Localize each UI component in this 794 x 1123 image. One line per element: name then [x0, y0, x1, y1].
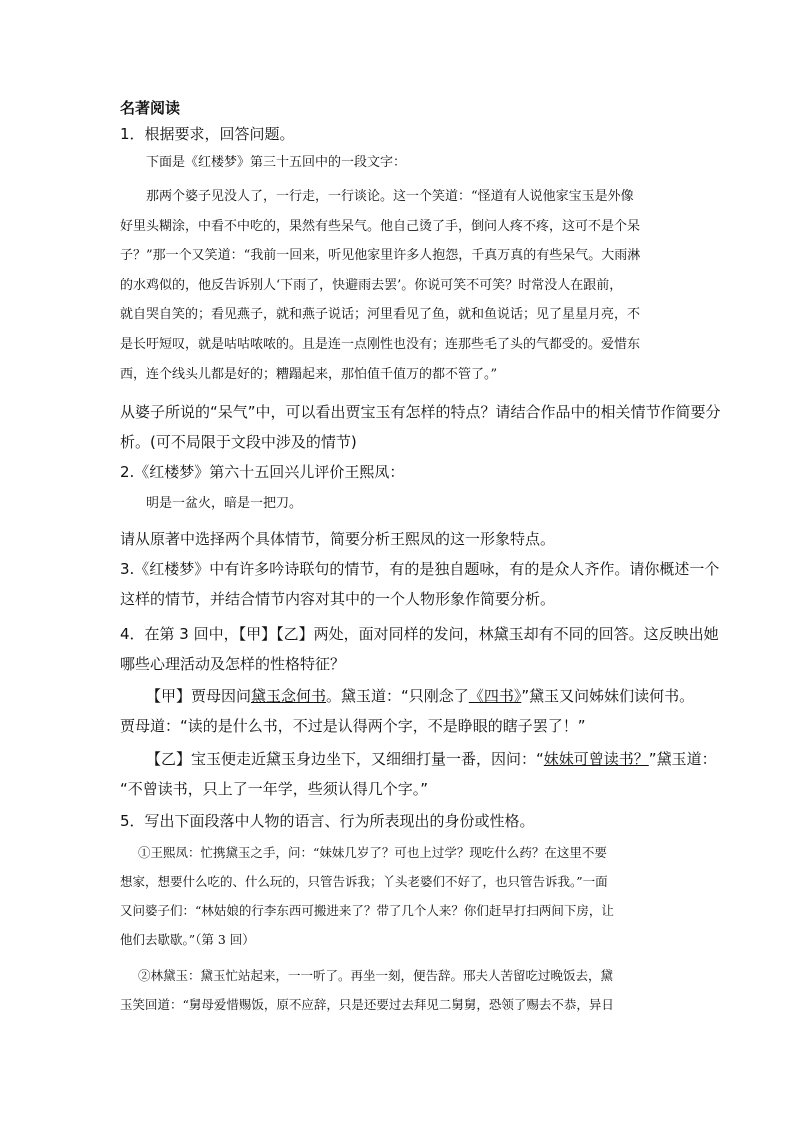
q2-quote: 明是一盆火，暗是一把刀。 — [146, 496, 303, 511]
jia-line — [120, 681, 695, 711]
question-line: 4．在第 3 回中，【甲】【乙】两处，面对同样的发问，林黛玉却有不同的回答。这反映出她 — [120, 625, 719, 643]
section-title: 名著阅读 — [120, 99, 181, 117]
passage-line: 西，连个线头儿都是好的；糟蹋起来，那怕值千值万的都不管了。” — [120, 366, 498, 382]
item-line: 又问婆子们：“林姑娘的行李东西可搬进来了？带了几个人来？你们赶早打扫两间下房，让 — [120, 903, 614, 918]
question-line: 从婆子所说的“呆气”中，可以看出贾宝玉有怎样的特点？请结合作品中的相关情节作简要分 — [120, 403, 721, 421]
passage-line: 是长吁短叹，就是咕咕哝哝的。且是连一点刚性也没有；连那些毛了头的气都受的。爱惜东 — [120, 336, 641, 352]
q4-excerpt-yi — [120, 744, 717, 804]
jia-line: 贾母道：“读的是什么书，不过是认得两个字，不是睁眼的瞎子罢了！” — [120, 717, 586, 735]
q4-excerpt-jia — [120, 681, 695, 741]
q1-question — [120, 397, 721, 457]
passage-line: 的水鸡似的，他反告诉别人‘下雨了，快避雨去罢’。你说可笑不可笑？时常没人在跟前， — [120, 277, 623, 293]
q3-question — [120, 554, 720, 614]
yi-line: “不曾读书，只上了一年学，些须认得几个字。” — [120, 780, 429, 798]
jia-text: ”黛玉又问姊妹们读何书。 — [521, 687, 695, 705]
jia-underlined-answer: 《四书》 — [468, 687, 522, 705]
question-line: 析。(可不局限于文段中涉及的情节) — [120, 433, 357, 451]
q5-item-2 — [120, 961, 680, 1019]
question-line: 这样的情节，并结合情节内容对其中的一个人物形象作简要分析。 — [120, 590, 556, 608]
jia-underlined-question: 黛玉念何书 — [251, 687, 327, 705]
q5-prompt: 5．写出下面段落中人物的语言、行为所表现出的身份或性格。 — [120, 812, 535, 830]
q4-question — [120, 619, 719, 679]
item-line: ②林黛玉：黛玉忙站起来，一一听了。再坐一刻，便告辞。邢夫人苦留吃过晚饭去，黛 — [138, 968, 614, 983]
yi-text: ”黛玉道： — [648, 750, 717, 768]
passage-line: 那两个婆子见没人了，一行走，一行谈论。这一个笑道：“怪道有人说他家宝玉是外像 — [146, 189, 634, 204]
jia-text: 【甲】贾母因问 — [146, 687, 252, 705]
item-line: 玉笑回道：“舅母爱惜赐饭，原不应辞，只是还要过去拜见二舅舅，恐领了赐去不恭，异日 — [120, 997, 614, 1012]
yi-line — [120, 744, 717, 774]
q5-item-1 — [120, 838, 680, 954]
q2-prompt: 2.《红楼梦》第六十五回兴儿评价王熙凤： — [120, 463, 405, 481]
passage-line: 就自哭自笑的；看见燕子，就和燕子说话；河里看见了鱼，就和鱼说话；见了星星月亮，不 — [120, 307, 641, 323]
passage-line: 子？”那一个又笑道：“我前一回来，听见他家里许多人抱怨，千真万真的有些呆气。大雨淋 — [120, 248, 641, 264]
jia-text: 。黛玉道：“只刚念了 — [326, 687, 469, 705]
q1-prompt: 1．根据要求，回答问题。 — [120, 125, 295, 143]
yi-underlined-question: 妹妹可曾读书？ — [543, 750, 649, 768]
item-line: 他们去歇歇。”（第 3 回） — [120, 932, 255, 947]
q1-intro: 下面是《红楼梦》第三十五回中的一段文字： — [146, 155, 407, 170]
passage-line: 好里头糊涂，中看不中吃的，果然有些呆气。他自己烫了手，倒问人疼不疼，这可不是个呆 — [120, 218, 641, 234]
yi-text: 【乙】宝玉便走近黛玉身边坐下，又细细打量一番，因问：“ — [146, 750, 544, 768]
question-line: 3.《红楼梦》中有许多吟诗联句的情节，有的是独自题咏，有的是众人齐作。请你概述一个 — [120, 560, 720, 578]
item-line: ①王熙凤：忙携黛玉之手，问：“妹妹几岁了？可也上过学？现吃什么药？在这里不要 — [138, 845, 607, 860]
q2-question: 请从原著中选择两个具体情节，简要分析王熙凤的这一形象特点。 — [120, 530, 556, 548]
item-line: 想家，想要什么吃的、什么玩的，只管告诉我；丫头老婆们不好了，也只管告诉我。”一面 — [120, 874, 608, 889]
q1-passage — [120, 182, 680, 389]
question-line: 哪些心理活动及怎样的性格特征？ — [120, 655, 346, 673]
